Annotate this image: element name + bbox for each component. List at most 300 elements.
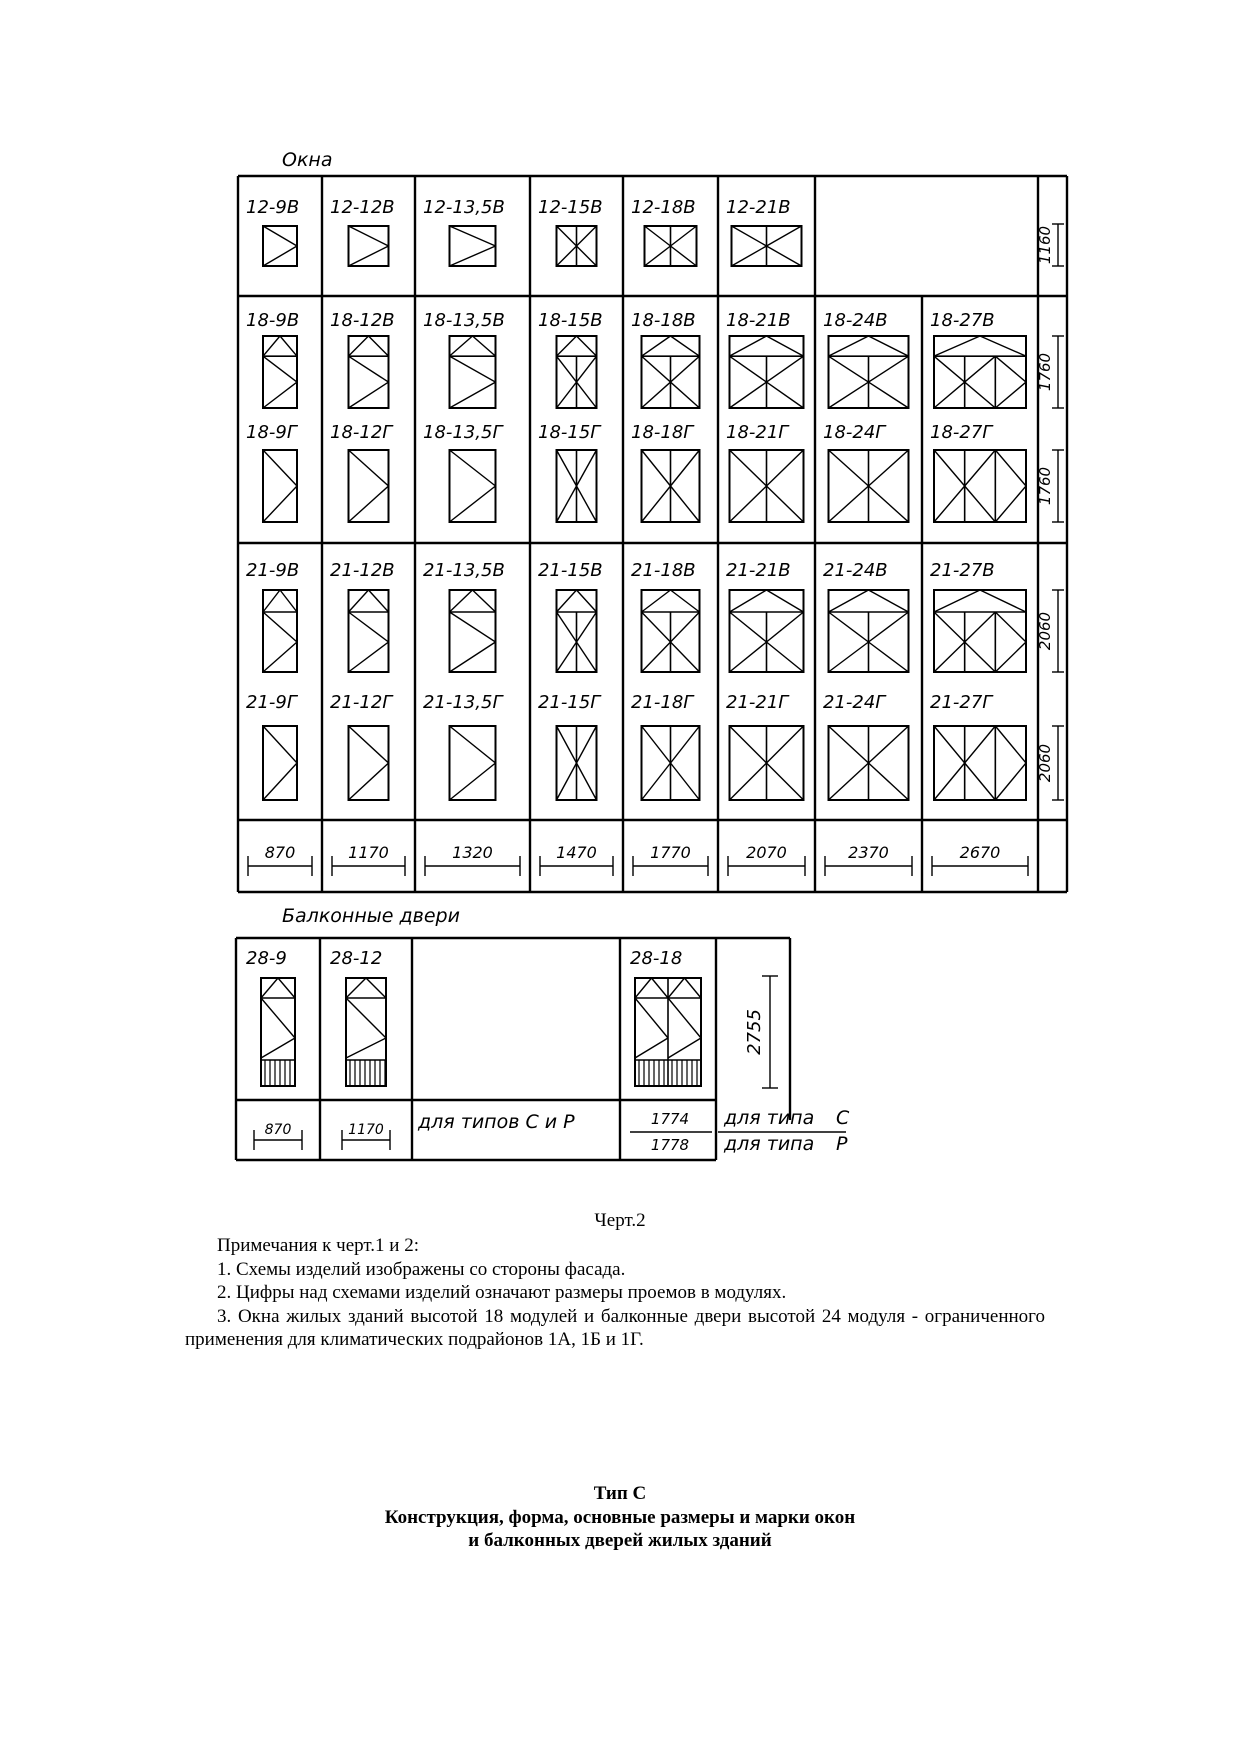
opening-line (995, 642, 1026, 672)
opening-line (645, 226, 671, 246)
door-types-note: для типов С и Р (418, 1111, 575, 1133)
window-mark: 18-27Г (930, 422, 993, 443)
window-mark: 21-27Г (930, 692, 993, 713)
opening-line (577, 450, 597, 486)
width-value: 1470 (556, 843, 597, 862)
opening-line (730, 356, 767, 382)
fanlight-opening (263, 336, 280, 356)
window-frame (450, 726, 496, 800)
opening-line (577, 246, 597, 266)
balcony-door-scheme (261, 978, 295, 1086)
opening-line (730, 382, 767, 408)
window-scheme (642, 590, 700, 672)
opening-line (557, 642, 577, 672)
opening-line (642, 450, 671, 486)
window-mark: 21-12В (330, 560, 395, 581)
window-scheme (642, 450, 700, 522)
fanlight-opening (685, 978, 702, 998)
opening-line (934, 612, 965, 642)
opening-line (767, 642, 804, 672)
fanlight-opening (280, 336, 297, 356)
opening-line (557, 612, 577, 642)
fanlight-opening (473, 336, 496, 356)
window-mark: 21-9Г (246, 692, 297, 713)
fanlight-opening (767, 590, 804, 612)
opening-line (557, 450, 577, 486)
window-scheme (934, 336, 1026, 408)
opening-line (668, 1038, 701, 1058)
window-frame (450, 590, 496, 672)
window-mark: 21-13,5В (423, 560, 505, 581)
opening-line (671, 246, 697, 266)
opening-line (829, 612, 869, 642)
opening-line (934, 450, 965, 486)
opening-line (263, 226, 297, 246)
window-frame (263, 590, 297, 672)
window-scheme (829, 726, 909, 800)
opening-line (934, 726, 965, 763)
opening-line (869, 356, 909, 382)
opening-line (829, 642, 869, 672)
opening-line (869, 382, 909, 408)
fanlight-opening (980, 336, 1026, 356)
height-value: 1760 (1036, 466, 1054, 506)
fanlight-opening (473, 590, 496, 612)
opening-line (263, 642, 297, 672)
door-height-value: 2755 (744, 1009, 765, 1055)
opening-line (450, 763, 496, 800)
opening-line (730, 486, 767, 522)
opening-line (263, 763, 297, 800)
opening-line (577, 726, 597, 763)
fanlight-opening (671, 336, 700, 356)
note-item: 2. Цифры над схемами изделий означают размеры проемов в модулях. (217, 1282, 787, 1303)
window-mark: 21-15В (538, 560, 603, 581)
window-mark: 18-12Г (330, 422, 393, 443)
opening-line (557, 226, 577, 246)
window-mark: 12-12В (330, 197, 395, 218)
window-scheme (263, 336, 297, 408)
window-mark: 18-18В (631, 310, 696, 331)
width-value: 1770 (650, 843, 691, 862)
opening-line (642, 356, 671, 382)
fanlight-opening (730, 336, 767, 356)
fanlight-opening (261, 978, 278, 998)
opening-line (668, 998, 701, 1038)
window-scheme (730, 590, 804, 672)
window-scheme (934, 450, 1026, 522)
opening-line (767, 246, 802, 266)
window-scheme (557, 226, 597, 266)
window-mark: 21-24Г (823, 692, 886, 713)
opening-line (349, 382, 389, 408)
width-value: 870 (264, 843, 296, 862)
window-mark: 18-27В (930, 310, 995, 331)
opening-line (965, 763, 996, 800)
window-scheme (557, 450, 597, 522)
window-scheme (642, 726, 700, 800)
opening-line (869, 726, 909, 763)
opening-line (261, 1038, 295, 1058)
opening-line (450, 356, 496, 382)
opening-line (995, 763, 1026, 800)
window-scheme (829, 336, 909, 408)
window-scheme (450, 726, 496, 800)
opening-line (557, 246, 577, 266)
window-mark: 18-21Г (726, 422, 789, 443)
window-mark: 21-13,5Г (423, 692, 503, 713)
opening-line (767, 763, 804, 800)
fanlight-opening (829, 336, 869, 356)
type-letter: Р (836, 1133, 848, 1155)
figure-caption: Черт.2 (594, 1210, 646, 1231)
window-scheme (934, 726, 1026, 800)
opening-line (346, 1038, 386, 1058)
opening-line (995, 356, 1026, 382)
section-heading (0, 1482, 1240, 1553)
opening-line (557, 726, 577, 763)
window-mark: 21-15Г (538, 692, 601, 713)
window-frame (263, 336, 297, 408)
opening-line (732, 246, 767, 266)
opening-line (767, 356, 804, 382)
opening-line (450, 450, 496, 486)
opening-line (557, 486, 577, 522)
window-scheme (732, 226, 802, 266)
fanlight-opening (635, 978, 652, 998)
opening-line (934, 486, 965, 522)
fanlight-opening (869, 336, 909, 356)
window-mark: 18-13,5Г (423, 422, 503, 443)
window-mark: 12-18В (631, 197, 696, 218)
opening-line (263, 356, 297, 382)
opening-line (829, 763, 869, 800)
window-mark: 18-12В (330, 310, 395, 331)
opening-line (671, 226, 697, 246)
window-mark: 12-15В (538, 197, 603, 218)
opening-line (450, 642, 496, 672)
window-frame (450, 336, 496, 408)
opening-line (965, 356, 996, 382)
window-scheme (557, 590, 597, 672)
opening-line (934, 356, 965, 382)
opening-line (577, 612, 597, 642)
window-mark: 18-24В (823, 310, 888, 331)
opening-line (642, 763, 671, 800)
window-frame (263, 226, 297, 266)
opening-line (577, 763, 597, 800)
opening-line (869, 642, 909, 672)
width-value: 1320 (452, 843, 493, 862)
window-mark: 12-9В (246, 197, 300, 218)
opening-line (995, 382, 1026, 408)
fanlight-opening (280, 590, 297, 612)
window-scheme (263, 726, 297, 800)
width-value: 1170 (348, 843, 389, 862)
opening-line (450, 486, 496, 522)
opening-line (730, 450, 767, 486)
opening-line (263, 382, 297, 408)
fanlight-opening (577, 590, 597, 612)
width-value: 1774 (650, 1110, 690, 1128)
opening-line (642, 642, 671, 672)
fanlight-opening (366, 978, 386, 998)
section-subtitle: Конструкция, форма, основные размеры и марки окон (384, 1506, 856, 1528)
window-mark: 21-24В (823, 560, 888, 581)
window-frame (934, 590, 1026, 672)
fanlight-opening (767, 336, 804, 356)
window-frame (934, 450, 1026, 522)
width-value: 1778 (650, 1136, 690, 1154)
opening-line (642, 486, 671, 522)
fanlight-opening (278, 978, 295, 998)
opening-line (349, 356, 389, 382)
fanlight-opening (869, 590, 909, 612)
opening-line (934, 382, 965, 408)
opening-line (965, 726, 996, 763)
opening-line (263, 486, 297, 522)
width-value: 2070 (746, 843, 787, 862)
window-scheme (349, 226, 389, 266)
window-scheme (450, 336, 496, 408)
opening-line (671, 763, 700, 800)
notes-title: Примечания к черт.1 и 2: (217, 1235, 419, 1256)
window-scheme (730, 726, 804, 800)
window-mark: 12-21В (726, 197, 791, 218)
window-mark: 18-9Г (246, 422, 297, 443)
window-mark: 21-9В (246, 560, 300, 581)
window-mark: 18-13,5В (423, 310, 505, 331)
window-scheme (557, 726, 597, 800)
window-frame (934, 726, 1026, 800)
opening-line (349, 763, 389, 800)
opening-line (869, 486, 909, 522)
fanlight-opening (642, 590, 671, 612)
opening-line (642, 726, 671, 763)
balcony-door-scheme (635, 978, 701, 1086)
fanlight-opening (369, 590, 389, 612)
opening-line (767, 226, 802, 246)
opening-line (671, 486, 700, 522)
window-scheme (645, 226, 697, 266)
window-mark: 12-13,5В (423, 197, 505, 218)
type-note: для типа (724, 1133, 815, 1155)
window-scheme (450, 590, 496, 672)
window-scheme (934, 590, 1026, 672)
window-scheme (557, 336, 597, 408)
window-scheme (450, 450, 496, 522)
window-scheme (450, 226, 496, 266)
opening-line (349, 486, 389, 522)
opening-line (263, 450, 297, 486)
section-subtitle: и балконных дверей жилых зданий (468, 1530, 772, 1551)
opening-line (995, 612, 1026, 642)
window-frame (349, 726, 389, 800)
opening-line (261, 998, 295, 1038)
opening-line (671, 726, 700, 763)
fanlight-opening (346, 978, 366, 998)
window-mark: 18-15В (538, 310, 603, 331)
window-frame (263, 450, 297, 522)
window-scheme (730, 450, 804, 522)
window-mark: 21-27В (930, 560, 995, 581)
opening-line (349, 450, 389, 486)
opening-line (450, 246, 496, 266)
fanlight-opening (829, 590, 869, 612)
window-frame (349, 226, 389, 266)
opening-line (767, 726, 804, 763)
window-frame (349, 450, 389, 522)
note-item: 3. Окна жилых зданий высотой 18 модулей и балконные двери высотой 24 модуля - ограниченного применения для климатических подрайонов 1А, 1Б и 1Г. (185, 1305, 1045, 1350)
opening-line (869, 612, 909, 642)
opening-line (732, 226, 767, 246)
opening-line (965, 486, 996, 522)
height-value: 1760 (1036, 352, 1054, 392)
window-scheme (263, 226, 297, 266)
window-scheme (829, 590, 909, 672)
opening-line (577, 382, 597, 408)
fanlight-opening (557, 336, 577, 356)
opening-line (869, 450, 909, 486)
opening-line (965, 382, 996, 408)
opening-line (829, 726, 869, 763)
opening-line (557, 763, 577, 800)
fanlight-opening (349, 590, 369, 612)
window-frame (349, 590, 389, 672)
opening-line (642, 382, 671, 408)
type-letter: С (836, 1107, 850, 1129)
opening-line (995, 486, 1026, 522)
opening-line (767, 486, 804, 522)
fanlight-opening (668, 978, 685, 998)
opening-line (349, 726, 389, 763)
fanlight-opening (263, 590, 280, 612)
opening-line (730, 726, 767, 763)
opening-line (965, 450, 996, 486)
opening-line (730, 763, 767, 800)
opening-line (450, 726, 496, 763)
height-value: 1160 (1036, 225, 1054, 265)
window-mark: 18-9В (246, 310, 300, 331)
fanlight-opening (349, 336, 369, 356)
notes-block (185, 1234, 1045, 1352)
opening-line (349, 642, 389, 672)
window-scheme (263, 590, 297, 672)
opening-line (349, 226, 389, 246)
opening-line (829, 450, 869, 486)
fanlight-opening (934, 336, 980, 356)
opening-line (965, 642, 996, 672)
window-mark: 21-21В (726, 560, 791, 581)
opening-line (346, 998, 386, 1038)
opening-line (767, 612, 804, 642)
window-mark: 18-24Г (823, 422, 886, 443)
opening-line (829, 486, 869, 522)
opening-line (263, 726, 297, 763)
height-value: 2060 (1036, 743, 1054, 783)
window-mark: 21-12Г (330, 692, 393, 713)
opening-line (671, 450, 700, 486)
window-frame (349, 336, 389, 408)
fanlight-opening (450, 336, 473, 356)
opening-line (642, 612, 671, 642)
width-value: 870 (264, 1122, 292, 1138)
window-mark: 18-15Г (538, 422, 601, 443)
window-mark: 18-18Г (631, 422, 694, 443)
fanlight-opening (557, 590, 577, 612)
opening-line (671, 356, 700, 382)
window-scheme (349, 450, 389, 522)
opening-line (577, 486, 597, 522)
opening-line (645, 246, 671, 266)
opening-line (767, 382, 804, 408)
opening-line (934, 763, 965, 800)
windows-heading: Окна (282, 149, 333, 171)
opening-line (263, 246, 297, 266)
opening-line (577, 642, 597, 672)
width-value: 2670 (959, 843, 1001, 862)
opening-line (671, 642, 700, 672)
window-scheme (263, 450, 297, 522)
opening-line (671, 382, 700, 408)
opening-line (995, 450, 1026, 486)
opening-line (730, 612, 767, 642)
fanlight-opening (450, 590, 473, 612)
window-scheme (829, 450, 909, 522)
window-scheme (349, 590, 389, 672)
window-mark: 18-21В (726, 310, 791, 331)
opening-line (450, 382, 496, 408)
width-value: 2370 (848, 843, 889, 862)
opening-line (557, 356, 577, 382)
section-title: Тип С (593, 1483, 647, 1504)
fanlight-opening (369, 336, 389, 356)
width-value: 1170 (348, 1122, 384, 1138)
opening-line (450, 226, 496, 246)
fanlight-opening (980, 590, 1026, 612)
fanlight-opening (730, 590, 767, 612)
opening-line (577, 226, 597, 246)
fanlight-opening (934, 590, 980, 612)
opening-line (263, 612, 297, 642)
window-scheme (730, 336, 804, 408)
window-frame (450, 226, 496, 266)
balcony-heading: Балконные двери (282, 905, 460, 927)
door-mark: 28-9 (246, 948, 287, 969)
window-frame (450, 450, 496, 522)
opening-line (349, 246, 389, 266)
window-mark: 21-18В (631, 560, 696, 581)
note-item: 1. Схемы изделий изображены со стороны фасада. (217, 1258, 626, 1280)
opening-line (869, 763, 909, 800)
window-mark: 21-21Г (726, 692, 789, 713)
door-mark: 28-18 (630, 948, 683, 969)
opening-line (965, 612, 996, 642)
opening-line (829, 356, 869, 382)
opening-line (829, 382, 869, 408)
type-note: для типа (724, 1107, 815, 1129)
opening-line (577, 356, 597, 382)
fanlight-opening (642, 336, 671, 356)
opening-line (349, 612, 389, 642)
opening-line (730, 642, 767, 672)
window-mark: 21-18Г (631, 692, 694, 713)
opening-line (557, 382, 577, 408)
opening-line (767, 450, 804, 486)
fanlight-opening (577, 336, 597, 356)
window-scheme (349, 726, 389, 800)
height-value: 2060 (1036, 611, 1054, 651)
